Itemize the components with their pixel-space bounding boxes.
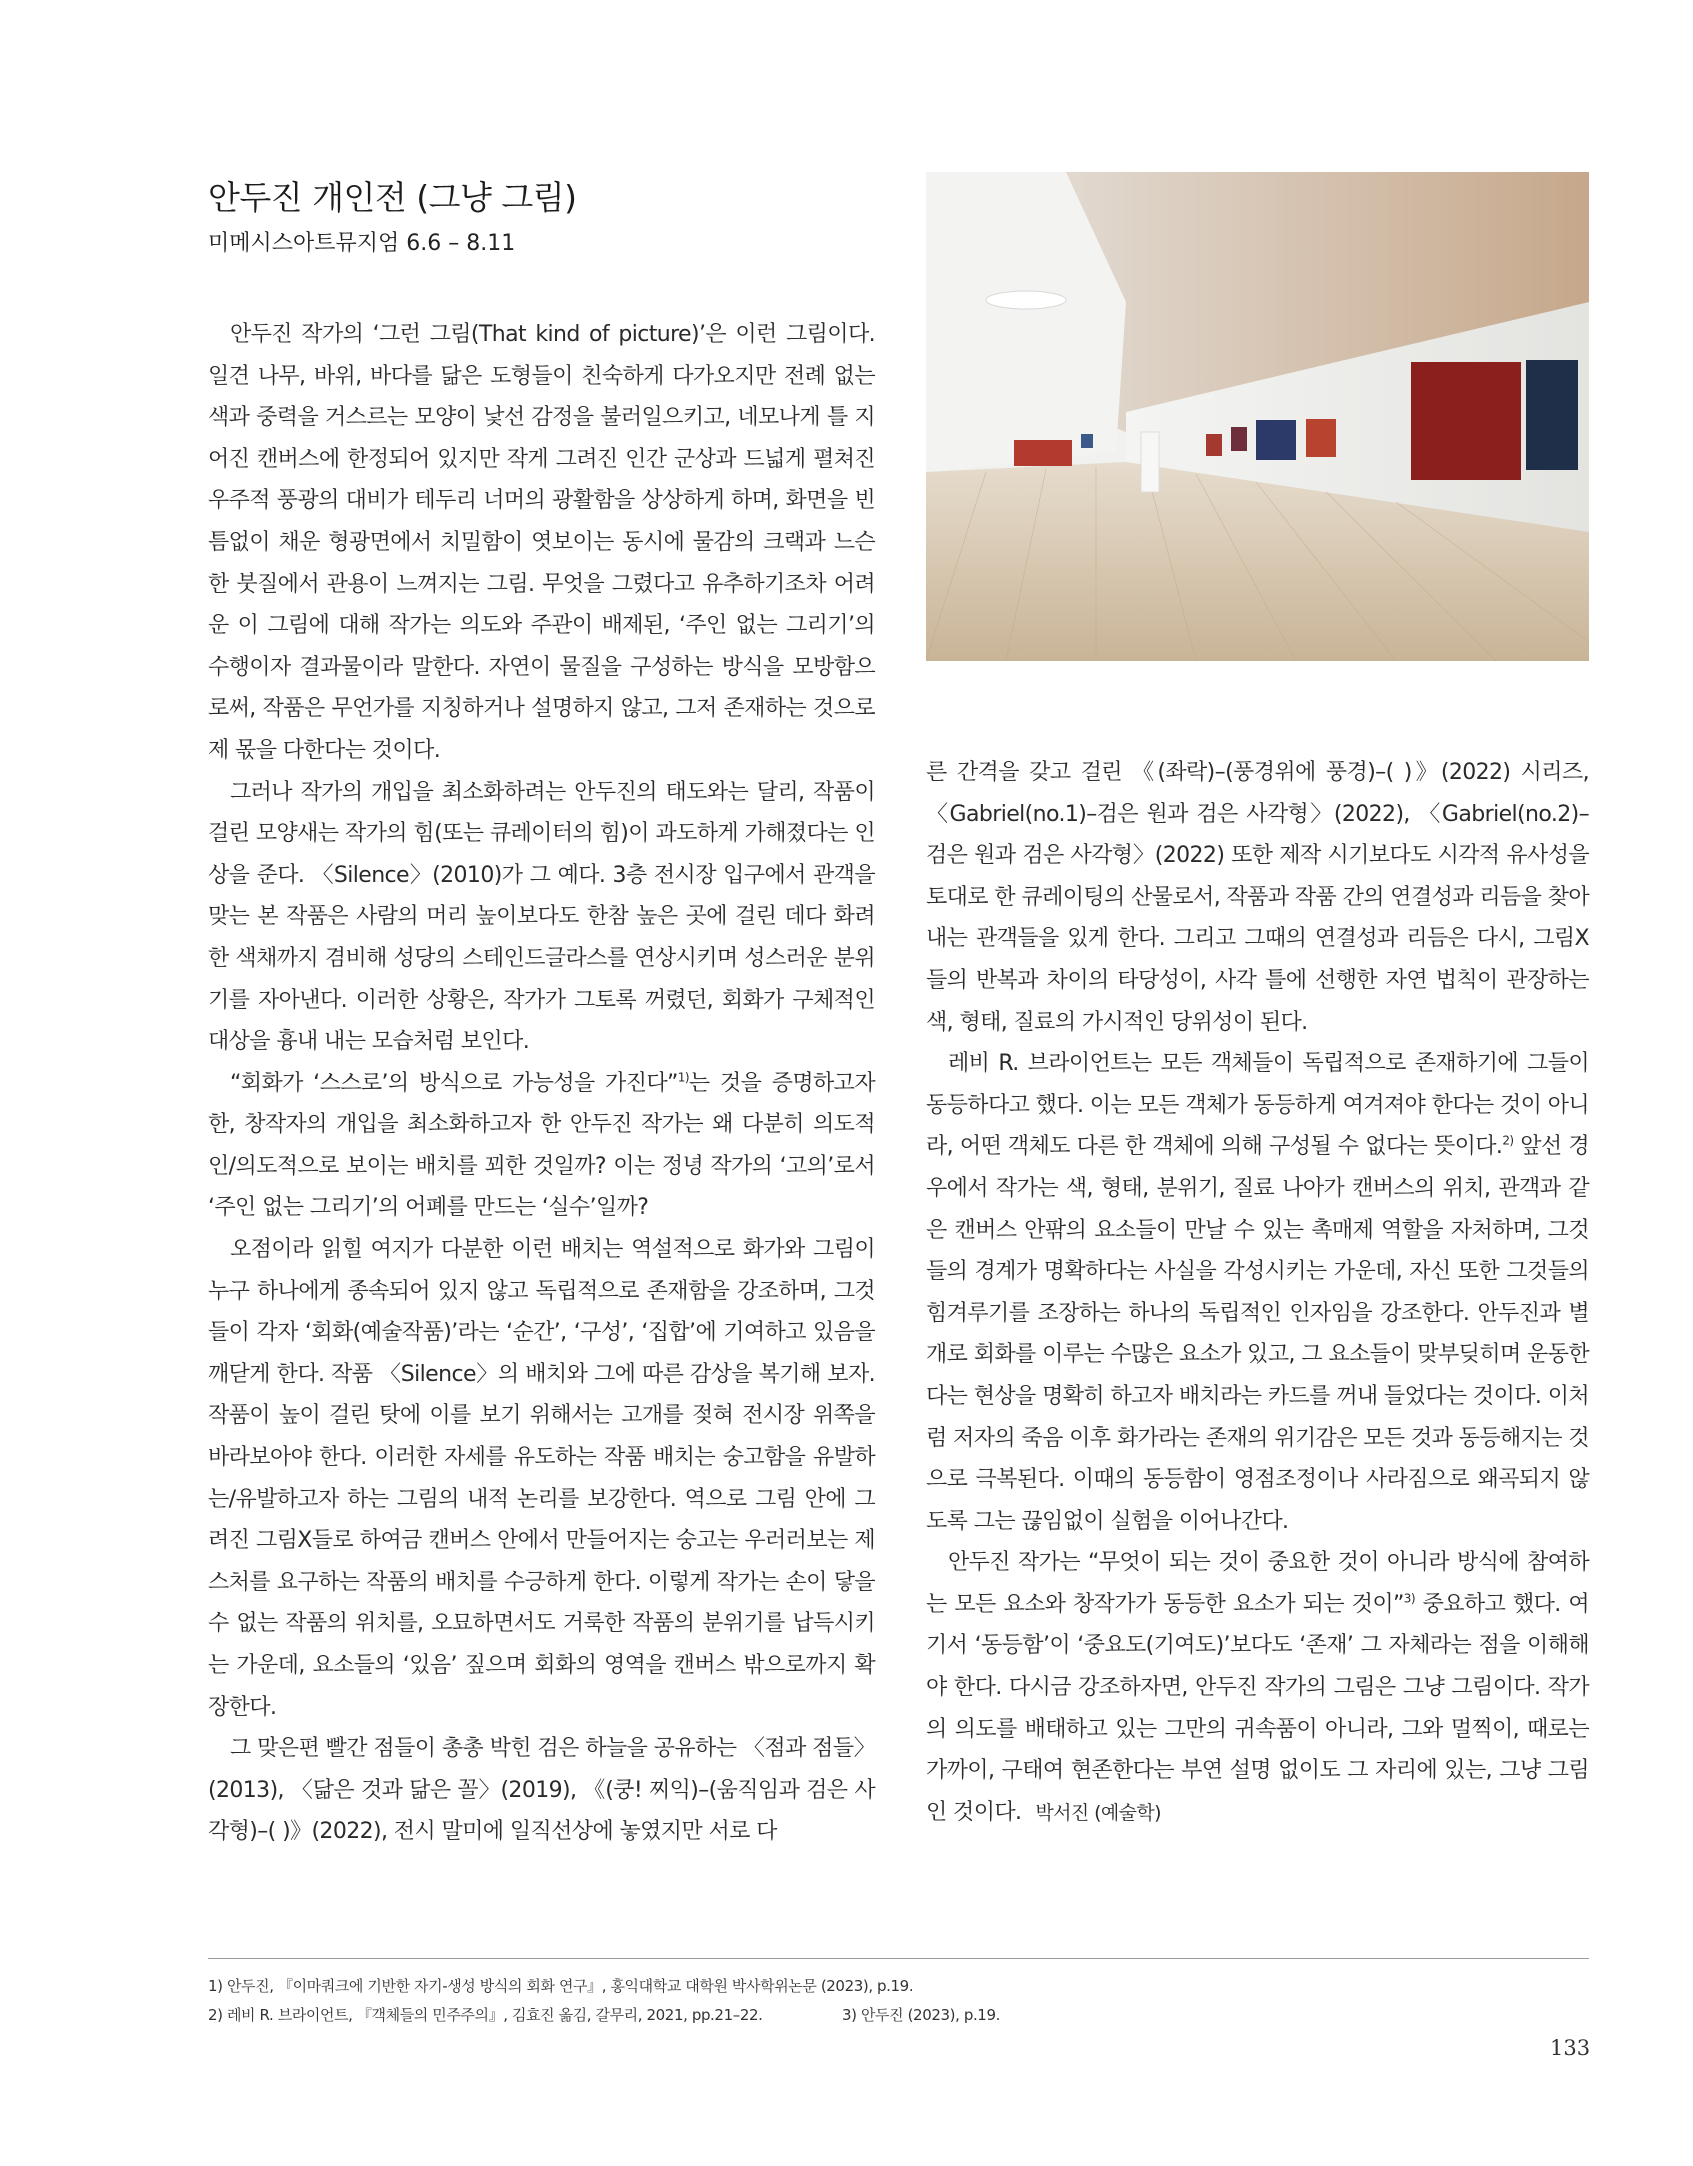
paragraph: 안두진 작가의 ‘그런 그림(That kind of picture)’은 이런 그림이다. 일견 나무, 바위, 바다를 닮은 도형들이 친숙하게 다가오지만 전례 없는 색과 중력을 거스르는 모양이 낯선 감정을 불러일으키고, 네모나게 틀 지어진 캔버스에 한정되어 있지만 작게 그려진 인간 군상과 드넓게 펼쳐진 우주적 풍광의 대비가 테두리 너머의 광활함을 상상하게 하며, 화면을 빈틈없이 채운 형광면에서 치밀함이 엿보이는 동시에 물감의 크랙과 느슨한 붓질에서 관용이 느껴지는 그림. 무엇을 그렸다고 유추하기조차 어려운 이 그림에 대해 작가는 의도와 주관이 배제된, ‘주인 없는 그리기’의 수행이자 결과물이라 말한다. 자연이 물질을 구성하는 방식을 모방함으로써, 작품은 무언가를 지칭하거나 설명하지 않고, 그저 존재하는 것으로 제 몫을 다한다는 것이다. xyxy=(208,322,875,763)
footnote-2: 2) 레비 R. 브라이언트, 『객체들의 민주주의』, 김효진 옮김, 갈무리, 2021, pp.21–22. xyxy=(208,2006,763,2024)
footnote-divider xyxy=(208,1958,1589,1959)
paragraph: 오점이라 읽힐 여지가 다분한 이런 배치는 역설적으로 화가와 그림이 누구 하나에게 종속되어 있지 않고 독립적으로 존재함을 강조하며, 그것들이 각자 ‘회화(예술작품)’라는 ‘순간’, ‘구성’, ‘집합’에 기여하고 있음을 깨닫게 한다. 작품 〈Silence〉의 배치와 그에 따른 감상을 복기해 보자. 작품이 높이 걸린 탓에 이를 보기 위해서는 고개를 젖혀 전시장 위쪽을 바라보아야 한다. 이러한 자세를 유도하는 작품 배치는 숭고함을 유발하는/유발하고자 하는 그림의 내적 논리를 보강한다. 역으로 그림 안에 그려진 그림X들로 하여금 캔버스 안에서 만들어지는 숭고는 우러러보는 제스처를 요구하는 작품의 배치를 수긍하게 한다. 이렇게 작가는 손이 닿을 수 없는 작품의 위치를, 오묘하면서도 거룩한 작품의 분위기를 납득시키는 가운데, 요소들의 ‘있음’ 짚으며 회화의 영역을 캔버스 밖으로까지 확장한다. xyxy=(208,1237,875,1720)
right-text-column xyxy=(926,752,1589,1834)
paragraph: 레비 R. 브라이언트는 모든 객체들이 독립적으로 존재하기에 그들이 동등하다고 했다. 이는 모든 객체가 동등하게 여겨져야 한다는 것이 아니라, 어떤 객체도 다른 한 객체에 의해 구성될 수 없다는 뜻이다.$^{2)}$ 앞선 경우에서 작가는 색, 형태, 분위기, 질료 나아가 캔버스의 위치, 관객과 같은 캔버스 안팎의 요소들이 만날 수 있는 촉매제 역할을 자처하며, 그것들의 경계가 명확하다는 사실을 각성시키는 가운데, 자신 또한 그것들의 힘겨루기를 조장하는 하나의 독립적인 인자임을 강조한다. 안두진과 별개로 회화를 이루는 수많은 요소가 있고, 그 요소들이 맞부딪히며 운동한다는 현상을 명확히 하고자 배치라는 카드를 꺼내 들었다는 것이다. 이처럼 저자의 죽음 이후 화가라는 존재의 위기감은 모든 것과 동등해지는 것으로 극복된다. 이때의 동등함이 영점조정이나 사라짐으로 왜곡되지 않도록 그는 끊임없이 실험을 이어나간다. xyxy=(926,1051,1589,1534)
paragraph: 른 간격을 갖고 걸린 《(좌락)–(풍경위에 풍경)–( )》(2022) 시리즈, 〈Gabriel(no.1)–검은 원과 검은 사각형〉(2022), 〈Gabriel(no.2)–검은 원과 검은 사각형〉(2022) 또한 제작 시기보다도 시각적 유사성을 토대로 한 큐레이팅의 산물로서, 작품과 작품 간의 연결성과 리듬을 찾아내는 관객들을 있게 한다. 그리고 그때의 연결성과 리듬은 다시, 그림X들의 반복과 차이의 타당성이, 사각 틀에 선행한 자연 법칙이 관장하는 색, 형태, 질료의 가시적인 당위성이 된다. xyxy=(926,760,1589,1035)
footnote-3: 3) 안두진 (2023), p.19. xyxy=(842,2006,1000,2024)
gallery-interior-photo xyxy=(926,172,1589,661)
author-byline: 박서진 (예술학) xyxy=(1035,1801,1161,1824)
footnote-ref: 1) xyxy=(677,1070,689,1085)
paragraph: “회화가 ‘스스로’의 방식으로 가능성을 가진다”$^{1)}$는 것을 증명하고자 한, 창작자의 개입을 최소화하고자 한 안두진 작가는 왜 다분히 의도적인/의도적으로 보이는 배치를 꾀한 것일까? 이는 정녕 작가의 ‘고의’로서 ‘주인 없는 그리기’의 어폐를 만드는 ‘실수’일까? xyxy=(208,1070,875,1221)
footnote-1: 1) 안두진, 『이마쿼크에 기반한 자기-생성 방식의 회화 연구』, 홍익대학교 대학원 박사학위논문 (2023), p.19. xyxy=(208,1977,914,1995)
exhibition-venue-dates: 미메시스아트뮤지엄 6.6 – 8.11 xyxy=(208,231,516,256)
paragraph: 그러나 작가의 개입을 최소화하려는 안두진의 태도와는 달리, 작품이 걸린 모양새는 작가의 힘(또는 큐레이터의 힘)이 과도하게 가해졌다는 인상을 준다. 〈Silence〉(2010)가 그 예다. 3층 전시장 입구에서 관객을 맞는 본 작품은 사람의 머리 높이보다도 한참 높은 곳에 걸린 데다 화려한 색채까지 겸비해 성당의 스테인드글라스를 연상시키며 성스러운 분위기를 자아낸다. 이러한 상황은, 작가가 그토록 꺼렸던, 회화가 구체적인 대상을 흉내 내는 모습처럼 보인다. xyxy=(208,779,875,1055)
paragraph: 그 맞은편 빨간 점들이 총총 박힌 검은 하늘을 공유하는 〈점과 점들〉(2013), 〈닮은 것과 닮은 꼴〉(2019), 《(쿵! 찌익)–(움직임과 검은 사각형)–( )》(2022), 전시 말미에 일직선상에 놓였지만 서로 다 xyxy=(208,1736,875,1845)
paragraph: 안두진 작가는 “무엇이 되는 것이 중요한 것이 아니라 방식에 참여하는 모든 요소와 창작가가 동등한 요소가 되는 것이”$^{3)}$ 중요하고 했다. 여기서 ‘동등함’이 ‘중요도(기여도)’보다도 ‘존재’ 그 자체라는 점을 이해해야 한다. 다시금 강조하자면, 안두진 작가의 그림은 그냥 그림이다. 작가의 의도를 배태하고 있는 그만의 귀속품이 아니라, 그와 멀찍이, 때로는 가까이, 구태여 현존한다는 부연 설명 없이도 그 자리에 있는, 그냥 그림인 것이다. 박서진 (예술학) xyxy=(926,1550,1590,1825)
left-text-column xyxy=(208,314,875,1853)
footnote-ref: 2) xyxy=(1502,1134,1514,1149)
page-number: 133 xyxy=(1550,2036,1591,2060)
article-title: 안두진 개인전 (그냥 그림) xyxy=(208,178,577,217)
footnote-ref: 3) xyxy=(1403,1591,1415,1606)
